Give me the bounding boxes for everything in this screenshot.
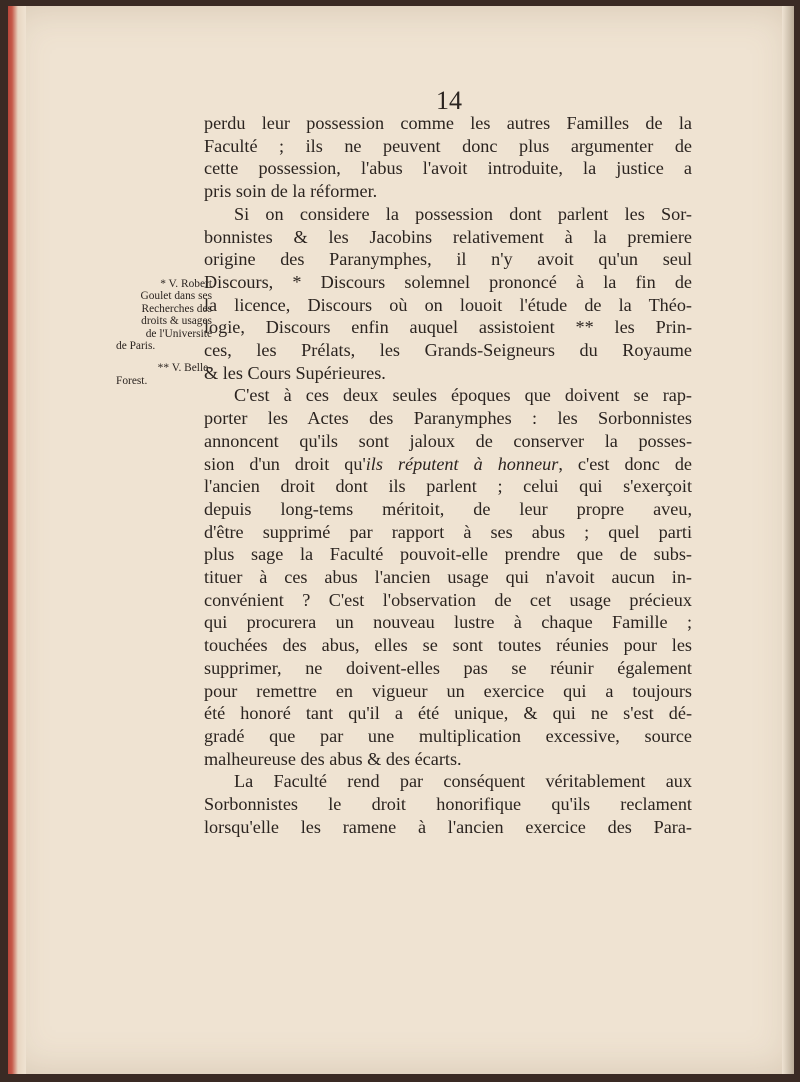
text-line: malheureuse des abus & des écarts. — [204, 748, 462, 769]
margin-note-line: de Paris. — [116, 340, 156, 353]
text-line: lorsqu'elle les ramene à l'ancien exercice des Para- — [204, 816, 692, 837]
text-line: La Faculté rend par conséquent véritablement aux — [234, 771, 692, 792]
margin-note-1 — [116, 278, 212, 352]
text-line: gradé que par une multiplication excessive, source — [204, 725, 692, 746]
margin-note-line: * V. Robert — [160, 278, 212, 290]
margin-note-line: droits & usages — [141, 315, 212, 328]
text-line: qui procurera un nouveau lustre à chaque Famille ; — [204, 612, 692, 633]
text-line: la licence, Discours où on louoit l'étude de la Théo- — [204, 294, 692, 315]
text-line: pris soin de la réformer. — [204, 181, 378, 202]
paragraph-4 — [204, 770, 692, 838]
text-line: porter les Actes des Paranymphes : les Sorbonnistes — [204, 408, 692, 429]
text-line: perdu leur possession comme les autres Familles de la — [204, 113, 692, 133]
text-line: d'être supprimé par rapport à ses abus ; quel parti — [204, 521, 692, 542]
text-line: Faculté ; ils ne peuvent donc plus argumenter de — [204, 135, 692, 156]
text-line: supprimer, ne doivent-elles pas se réunir également — [204, 657, 692, 678]
margin-note-line: Goulet dans ses — [140, 290, 212, 303]
text-line: cette possession, l'abus l'avoit introduite, la justice a — [204, 158, 692, 179]
text-line: tituer à ces abus l'ancien usage qui n'avoit aucun in- — [204, 567, 692, 588]
margin-note-line: Forest. — [116, 374, 148, 387]
text-line: touchées des abus, elles se sont toutes réunies pour les — [204, 635, 692, 656]
text-line: sion d'un droit qu'ils réputent à honneur, c'est donc de — [204, 453, 692, 474]
margin-notes — [116, 278, 212, 387]
text-line: & les Cours Supérieures. — [204, 362, 386, 383]
paragraph-1 — [204, 112, 692, 203]
text-line: pour remettre en vigueur un exercice qui a toujours — [204, 680, 692, 701]
text-line: l'ancien droit dont ils parlent ; celui qui s'exerçoit — [204, 476, 692, 497]
text-line: Si on considere la possession dont parlent les Sor- — [234, 203, 692, 224]
margin-note-2 — [116, 362, 212, 387]
text-line: logie, Discours enfin auquel assistoient ** les Prin- — [204, 317, 692, 338]
text-line: ces, les Prélats, les Grands-Seigneurs du Royaume — [204, 340, 692, 361]
text-line: convénient ? C'est l'observation de cet usage précieux — [204, 589, 692, 610]
text-line: origine des Paranymphes, il n'y avoit qu'un seul — [204, 249, 692, 270]
margin-note-line: ** V. Belle- — [157, 362, 212, 375]
text-line: été honoré tant qu'il a été unique, & qui ne s'est dé- — [204, 703, 692, 724]
page-edge-left — [8, 6, 26, 1074]
text-line: depuis long-tems méritoit, de leur propre aveu, — [204, 498, 692, 519]
page-number: 14 — [436, 86, 462, 115]
text-line: C'est à ces deux seules époques que doivent se rap- — [234, 385, 692, 406]
text-line: Discours, * Discours solemnel prononcé à la fin de — [204, 271, 692, 292]
paragraph-3 — [204, 384, 692, 770]
body-text — [204, 112, 692, 839]
book-page — [8, 6, 794, 1074]
text-line: bonnistes & les Jacobins relativement à la premiere — [204, 226, 692, 247]
text-line: Sorbonnistes le droit honorifique qu'ils reclament — [204, 794, 692, 815]
page-edge-right — [782, 6, 794, 1074]
paragraph-2 — [204, 203, 692, 385]
text-line: annoncent qu'ils sont jaloux de conserver la posses- — [204, 430, 692, 451]
margin-note-line: Recherches des — [141, 302, 212, 315]
margin-note-line: de l'Université — [145, 327, 212, 340]
text-line: plus sage la Faculté pouvoit-elle prendre que de subs- — [204, 544, 692, 565]
